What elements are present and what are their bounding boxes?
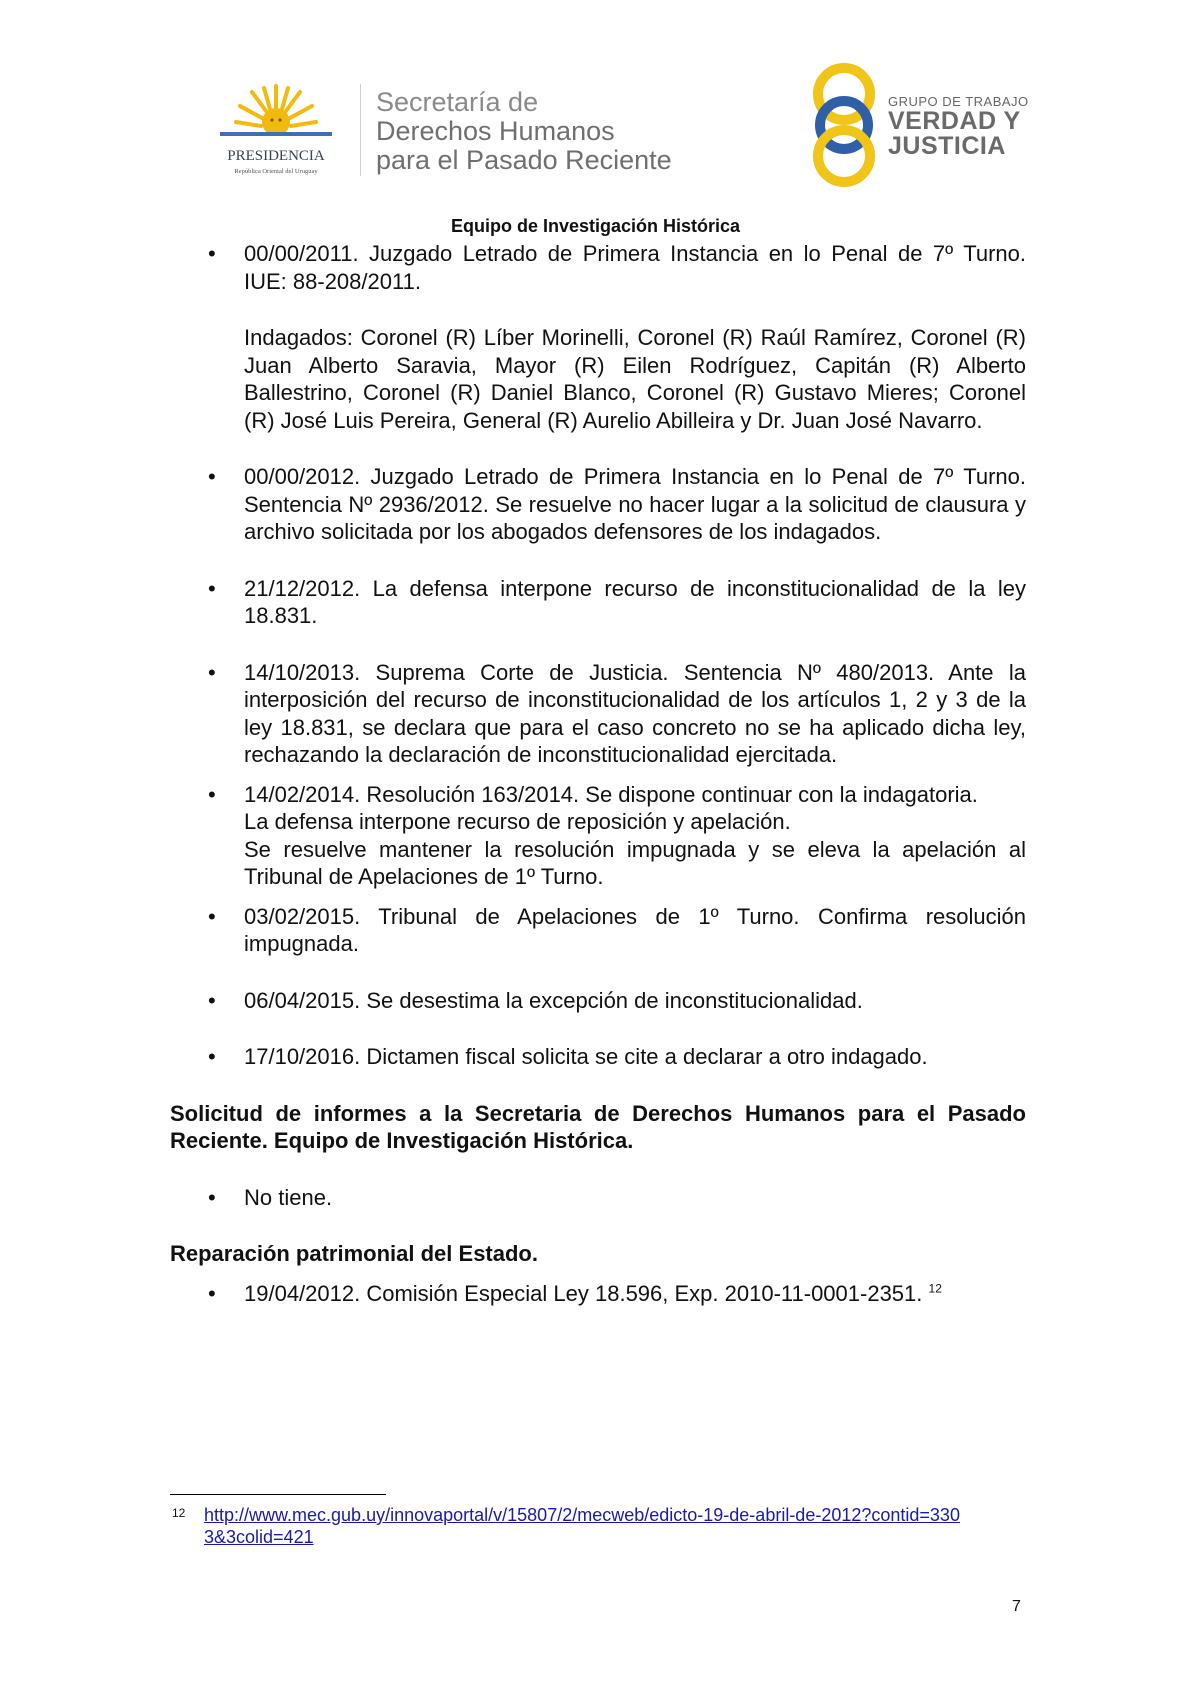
list-item	[170, 903, 1026, 958]
footnote-number: 12	[172, 1506, 186, 1520]
item-extra-text: Indagados: Coronel (R) Líber Morinelli, Coronel (R) Raúl Ramírez, Coronel (R) Juan Alberto Saravia, Mayor (R) Eilen Rodríguez, Capitán (R) Alberto Ballestrino, Coronel (R) Daniel Blanco, Coronel (R) Gustavo Mieres; Coronel (R) José Luis Pereira, General (R) Aurelio Abilleira y Dr. Juan José Navarro.	[244, 325, 1026, 433]
item-line-3: Se resuelve mantener la resolución impugnada y se eleva la apelación al Tribunal de Apelaciones de 1º Turno.	[244, 836, 1026, 889]
secretaria-logo-text	[376, 88, 672, 175]
gtvj-line-2: JUSTICIA	[888, 132, 1006, 160]
team-title: Equipo de Investigación Histórica	[450, 216, 741, 236]
bullet-icon: •	[208, 241, 216, 266]
page-header	[0, 0, 1191, 215]
item-text: 00/00/2011. Juzgado Letrado de Primera Instancia en lo Penal de 7º Turno. IUE: 88-208/2011.	[244, 241, 1026, 294]
bullet-icon: •	[208, 1044, 216, 1069]
presidencia-subtitle: República Oriental del Uruguay	[234, 168, 318, 175]
bullet-icon: •	[208, 575, 216, 601]
bullet-icon: •	[208, 781, 216, 807]
item-text: 00/00/2012. Juzgado Letrado de Primera Instancia en lo Penal de 7º Turno. Sentencia Nº 2936/2012. Se resuelve no hacer lugar a la solicitud de clausura y archivo solicitada por los abogados defensores de los indagados.	[244, 464, 1026, 544]
item-text: No tiene.	[244, 1184, 333, 1210]
secretaria-line-1: Secretaría de	[376, 87, 539, 117]
secretaria-line-3: para el Pasado Reciente	[376, 145, 672, 175]
list-item	[170, 1043, 1026, 1071]
item-line-2: La defensa interpone recurso de reposición y apelación.	[244, 809, 791, 834]
list-item	[170, 463, 1026, 546]
list-item	[170, 575, 1026, 630]
verdad-justicia-text	[888, 94, 1029, 159]
page-number: 7	[1012, 1598, 1021, 1615]
presidencia-name: PRESIDENCIA	[227, 148, 325, 164]
list-item	[170, 659, 1026, 769]
list-item	[170, 781, 1026, 891]
bullet-icon: •	[208, 659, 216, 685]
list-item	[170, 987, 1026, 1015]
section-heading: Solicitud de informes a la Secretaria de Derechos Humanos para el Pasado Reciente. Equipo de Investigación Histórica.	[170, 1100, 1026, 1153]
item-text: 14/02/2014. Resolución 163/2014. Se dispone continuar con la indagatoria.	[244, 781, 978, 807]
footnote-reference[interactable]: 12	[928, 1281, 942, 1296]
gtvj-line-1: VERDAD Y	[888, 107, 1021, 135]
bullet-icon: •	[208, 903, 216, 929]
bullet-icon: •	[208, 987, 216, 1013]
list-item	[170, 1184, 1026, 1212]
item-text	[244, 1280, 1026, 1308]
presidencia-sun-logo	[196, 80, 356, 180]
footnote-separator	[170, 1494, 386, 1495]
document-body	[170, 240, 1026, 1307]
list-item	[170, 1280, 1026, 1308]
item-text: 17/10/2016. Dictamen fiscal solicita se cite a declarar a otro indagado.	[244, 1044, 928, 1069]
item-text: 06/04/2015. Se desestima la excepción de inconstitucionalidad.	[244, 987, 863, 1013]
list-item	[170, 240, 1026, 434]
footnote	[170, 1504, 990, 1548]
item-text: 03/02/2015. Tribunal de Apelaciones de 1º Turno. Confirma resolución impugnada.	[244, 903, 1026, 956]
gtvj-small-label: GRUPO DE TRABAJO	[888, 94, 1029, 109]
item-text: 14/10/2013. Suprema Corte de Justicia. Sentencia Nº 480/2013. Ante la interposición del recurso de inconstitucionalidad de los artículos 1, 2 y 3 de la ley 18.831, se declara que para el caso concreto no se ha aplicado dicha ley, rechazando la declaración de inconstitucionalidad ejercitada.	[244, 659, 1026, 767]
bullet-icon: •	[208, 464, 216, 489]
secretaria-line-2: Derechos Humanos	[376, 116, 615, 146]
item-text: 21/12/2012. La defensa interpone recurso de inconstitucionalidad de la ley 18.831.	[244, 575, 1026, 628]
footnote-link[interactable]: http://www.mec.gub.uy/innovaportal/v/15807/2/mecweb/edicto-19-de-abril-de-2012?contid=3303&3colid=421	[204, 1505, 960, 1547]
header-divider	[360, 84, 361, 176]
bullet-icon: •	[208, 1280, 216, 1306]
item-text-content: 19/04/2012. Comisión Especial Ley 18.596, Exp. 2010-11-0001-2351.	[244, 1280, 923, 1306]
bullet-icon: •	[208, 1184, 216, 1210]
section-heading: Reparación patrimonial del Estado.	[170, 1241, 538, 1266]
